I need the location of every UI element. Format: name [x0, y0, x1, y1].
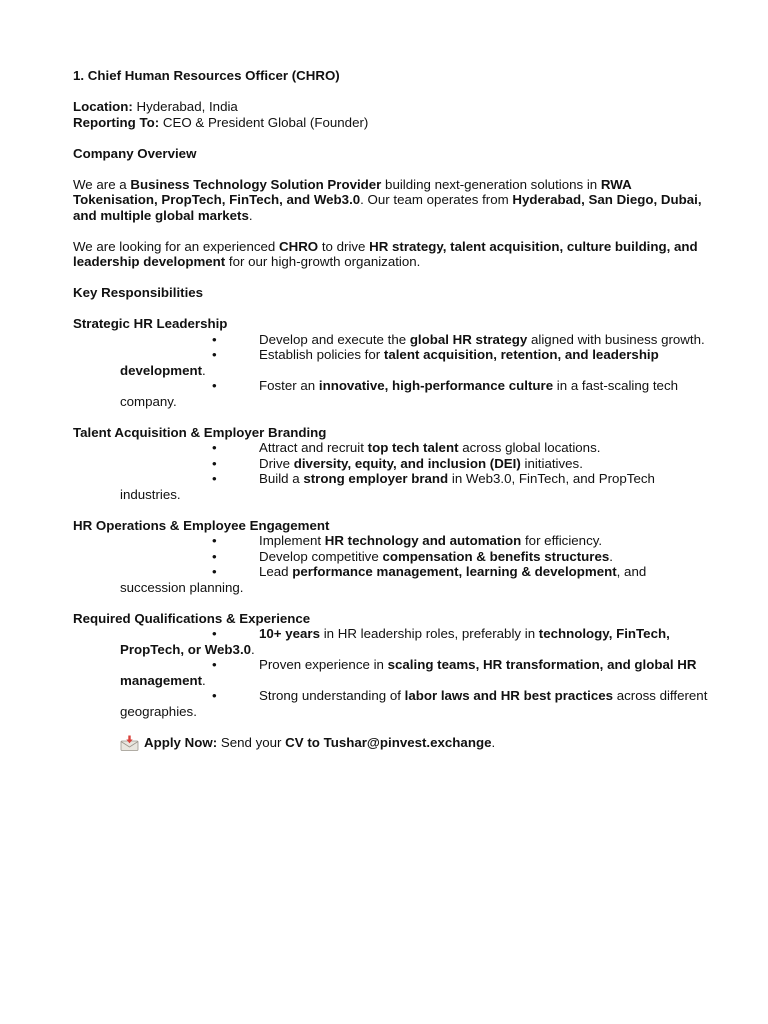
bullet-bold: technology, FinTech, PropTech, or Web3.0	[120, 626, 670, 657]
overview-paragraph-2	[73, 239, 713, 270]
bullet-text: Attract and recruit	[259, 440, 368, 455]
list-item	[73, 440, 713, 456]
bullet-bold: global HR strategy	[409, 331, 528, 347]
bullet-dot: •	[212, 331, 217, 347]
bullet-text: Build a	[259, 471, 304, 486]
bullet-text: Establish policies for	[259, 347, 384, 362]
bullet-bold: 10+ years	[259, 626, 321, 641]
bullet-bold: innovative, high-performance culture	[318, 378, 554, 393]
apply-line	[73, 735, 713, 751]
list-item	[73, 688, 713, 719]
bullet-dot: •	[212, 378, 217, 393]
bullet-bold: HR technology and automation	[324, 533, 522, 548]
bullet-text: Implement	[259, 533, 325, 548]
bullet-text: .	[251, 641, 255, 657]
bullet-text: , and succession planning.	[120, 564, 647, 595]
document-page	[73, 68, 713, 751]
bullet-bold: performance management, learning & development	[292, 564, 617, 579]
bullet-text: .	[202, 672, 206, 688]
list-item	[73, 456, 713, 472]
apply-label: Apply Now:	[144, 734, 218, 750]
list-item	[73, 347, 713, 378]
bullet-bold: compensation & benefits structures	[382, 548, 610, 564]
bullet-dot: •	[212, 626, 217, 641]
section-heading: Strategic HR Leadership	[73, 316, 228, 331]
overview-text: . Our team operates from	[360, 192, 513, 207]
bullet-text: in HR leadership roles, preferably in	[320, 626, 539, 641]
apply-plain: .	[491, 734, 496, 750]
bullet-bold: scaling teams, HR transformation, and global HR management	[120, 657, 697, 688]
bullet-dot: •	[212, 533, 217, 548]
list-item	[73, 471, 713, 502]
overview-text: building next-generation solutions in	[381, 176, 601, 192]
overview-bold: HR strategy, talent acquisition, culture building, and leadership development	[73, 238, 698, 269]
list-item	[73, 549, 713, 565]
bullet-dot: •	[212, 688, 217, 703]
bullet-text: Foster an	[259, 378, 319, 393]
bullet-text: Proven experience in	[259, 657, 388, 672]
bullet-bold: diversity, equity, and inclusion (DEI)	[293, 455, 521, 471]
bullet-text: Lead	[259, 564, 293, 579]
bullet-bold: labor laws and HR best practices	[404, 688, 614, 703]
bullet-text: Develop competitive	[259, 548, 383, 564]
overview-text: .	[248, 207, 253, 223]
bullet-bold: strong employer brand	[303, 471, 449, 486]
overview-bold: Hyderabad, San Diego, Dubai, and multiple global markets	[73, 192, 702, 223]
overview-text: to drive	[318, 238, 370, 254]
bullet-text: .	[202, 362, 206, 378]
company-overview-heading: Company Overview	[73, 145, 197, 161]
overview-text: We are a	[73, 176, 131, 192]
bullet-dot: •	[212, 564, 217, 579]
section-heading: HR Operations & Employee Engagement	[73, 517, 330, 533]
key-responsibilities-heading: Key Responsibilities	[73, 285, 204, 300]
bullet-text: across different geographies.	[120, 688, 708, 719]
bullet-text: across global locations.	[458, 440, 601, 455]
incoming-envelope-icon	[120, 735, 139, 751]
section-heading: Required Qualifications & Experience	[73, 610, 311, 626]
job-title: 1. Chief Human Resources Officer (CHRO)	[73, 68, 340, 83]
overview-bold: CHRO	[278, 238, 319, 254]
overview-text: for our high-growth organization.	[225, 254, 421, 269]
overview-bold: RWA Tokenisation, PropTech, FinTech, and Web3.0	[73, 176, 632, 207]
apply-email: CV to Tushar@pinvest.exchange	[285, 734, 492, 750]
overview-bold: Business Technology Solution Provider	[130, 176, 382, 192]
reporting-label: Reporting To:	[73, 114, 160, 130]
section-heading: Talent Acquisition & Employer Branding	[73, 424, 327, 440]
bullet-text: in Web3.0, FinTech, and PropTech industries.	[120, 471, 655, 502]
overview-paragraph-1	[73, 177, 713, 224]
bullet-text: .	[609, 548, 613, 564]
bullet-dot: •	[212, 440, 217, 455]
bullet-dot: •	[212, 471, 217, 486]
bullet-dot: •	[212, 657, 217, 672]
list-item	[73, 657, 713, 688]
list-item	[73, 533, 713, 549]
list-item	[73, 626, 713, 657]
bullet-bold: talent acquisition, retention, and leadership development	[120, 347, 659, 378]
list-item	[73, 378, 713, 409]
bullet-text: Strong understanding of	[259, 688, 405, 703]
bullet-bold: top tech talent	[367, 440, 459, 455]
bullet-text: aligned with business growth.	[527, 331, 705, 347]
bullet-text: Drive	[259, 455, 294, 471]
bullet-text: for efficiency.	[521, 533, 603, 548]
list-item	[73, 332, 713, 348]
bullet-dot: •	[212, 347, 217, 362]
overview-text: We are looking for an experienced	[73, 238, 279, 254]
apply-text	[144, 735, 495, 751]
reporting-value: CEO & President Global (Founder)	[159, 114, 369, 130]
bullet-dot: •	[212, 548, 217, 564]
reporting-line	[73, 115, 713, 131]
bullet-text: Develop and execute the	[259, 331, 410, 347]
location-label: Location:	[73, 99, 133, 114]
apply-plain: Send your	[217, 734, 286, 750]
location-value: Hyderabad, India	[132, 99, 238, 114]
location-line	[73, 99, 713, 115]
bullet-text: initiatives.	[520, 455, 583, 471]
bullet-text: in a fast-scaling tech company.	[120, 378, 678, 409]
list-item	[73, 564, 713, 595]
bullet-dot: •	[212, 455, 217, 471]
